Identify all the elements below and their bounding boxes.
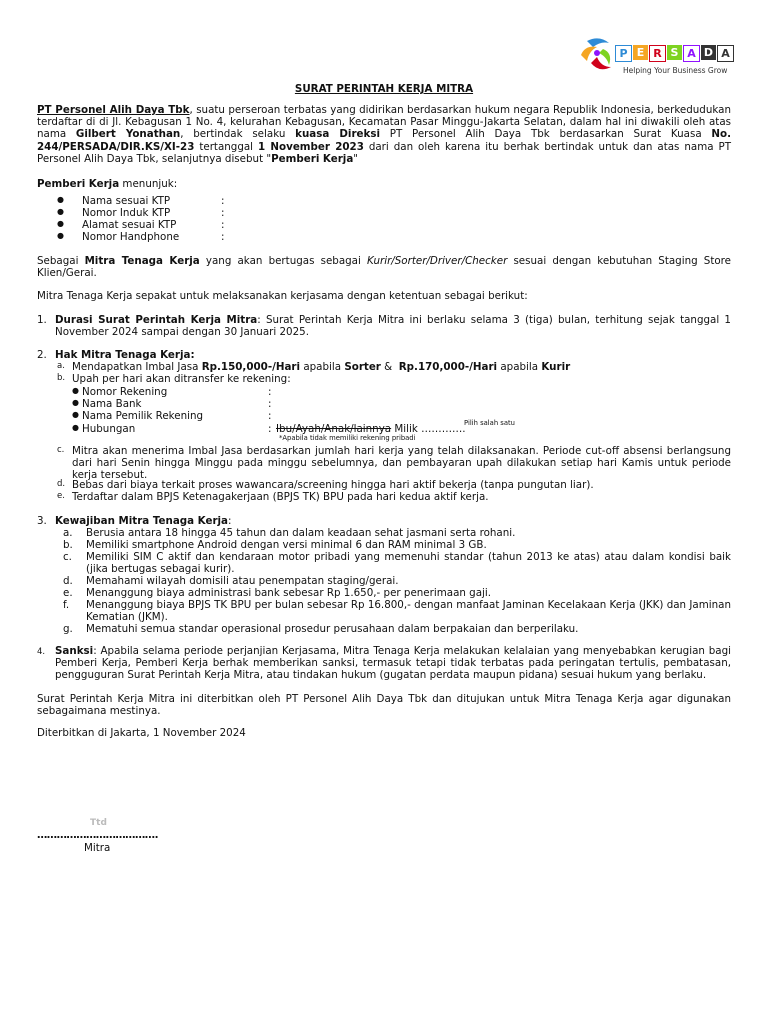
bank-label: Nama Pemilik Rekening xyxy=(82,410,204,422)
employer-alias: Pemberi Kerja xyxy=(271,152,354,165)
intro-text: tertanggal xyxy=(194,140,258,153)
logo-letter: D xyxy=(701,45,716,60)
partner-positions: Kurir/Sorter/Driver/Checker xyxy=(366,255,508,267)
issued-line: Diterbitkan di Jakarta, 1 November 2024 xyxy=(37,727,246,739)
obligation-item: Memahami wilayah domisili atau penempatan staging/gerai. xyxy=(86,575,399,587)
item-letter: a. xyxy=(63,527,73,539)
item-text: & xyxy=(380,361,399,373)
item-letter: c. xyxy=(63,551,72,563)
relation-owner: Milik …………. xyxy=(391,423,466,435)
bullet-icon: ● xyxy=(72,410,79,419)
section-title: Durasi Surat Perintah Kerja Mitra xyxy=(55,314,258,326)
item-letter: c. xyxy=(57,445,65,455)
item-letter: a. xyxy=(57,361,65,371)
identity-colon: : xyxy=(221,195,225,207)
section-title: Sanksi xyxy=(55,645,94,657)
no-account-note: *Apabila tidak memiliki rekening pribadi xyxy=(279,434,416,442)
bank-colon: : xyxy=(268,423,272,435)
sorter-role: Sorter xyxy=(344,361,381,373)
identity-colon: : xyxy=(221,207,225,219)
bullet-icon: ● xyxy=(57,195,64,204)
agreement-intro: Mitra Tenaga Kerja sepakat untuk melaksanakan kerjasama dengan ketentuan sebagai berikut: xyxy=(37,290,528,302)
obligation-item: Mematuhi semua standar operasional prosedur perusahaan dalam berpakaian dan berperilaku. xyxy=(86,623,579,635)
section-title: Hak Mitra Tenaga Kerja xyxy=(55,349,191,361)
section-title-colon: : xyxy=(190,349,195,361)
section-number: 1. xyxy=(37,314,47,326)
closing-paragraph: Surat Perintah Kerja Mitra ini diterbitkan oleh PT Personel Alih Daya Tbk dan ditujukan untuk Mitra Tenaga Kerja agar digunakan sebagaimana mestinya. xyxy=(37,693,731,718)
section-number: 2. xyxy=(37,349,47,361)
partner-text: sesuai dengan kebutuhan Staging Store Klien/Gerai. xyxy=(37,255,731,280)
intro-text: , suatu perseroan terbatas yang didirikan berdasarkan hukum negara Republik Indonesia, berkedudukan terdaftar di di Jl. Kebagusan 1 No. 4, kelurahan Kebagusan, Kecamatan Pasar Minggu-Jakarta Selatan, dalam hal ini diwakili oleh atas nama xyxy=(37,104,731,141)
obligation-item: Memiliki SIM C aktif dan kendaraan motor pribadi yang memenuhi standar (tahun 2013 ke atas) atau dalam kondisi baik (jika bertugas sebagai kurir). xyxy=(86,551,731,576)
authority-letter-date: 1 November 2023 xyxy=(258,140,364,153)
representative-name: Gilbert Yonathan xyxy=(75,128,181,141)
bank-label: Nama Bank xyxy=(82,398,142,410)
rights-item-c: Mitra akan menerima Imbal Jasa berdasarkan jumlah hari kerja yang telah dilaksanakan. Periode cut-off absensi berlangsung dari hari Senin hingga Minggu pada minggu sebelumnya, dan pembayaran upah dilakukan setiap hari Kamis untuk periode kerja tersebut. xyxy=(72,445,731,482)
obligation-item: Menanggung biaya administrasi bank sebesar Rp 1.650,- per penerimaan gaji. xyxy=(86,587,492,599)
star-swirl-icon xyxy=(579,33,619,77)
persada-logo xyxy=(579,33,735,81)
item-letter: f. xyxy=(63,599,70,611)
bank-colon: : xyxy=(268,398,272,410)
bullet-icon: ● xyxy=(72,398,79,407)
item-text: Mendapatkan Imbal Jasa xyxy=(72,361,202,373)
rights-item-a xyxy=(72,361,570,373)
intro-text: " xyxy=(353,152,359,165)
item-letter: d. xyxy=(57,479,66,489)
item-letter: e. xyxy=(57,491,65,501)
obligation-item: Menanggung biaya BPJS TK BPU per bulan sebesar Rp 16.800,- dengan manfaat Jaminan Kecelakaan Kerja (JKK) dan Jaminan Kematian (JKM). xyxy=(86,599,731,624)
section-obligations-title xyxy=(55,515,232,527)
section-rights-title xyxy=(55,349,195,361)
rights-item-d: Bebas dari biaya terkait proses wawancara/screening hingga hari aktif bekerja (tanpa pungutan liar). xyxy=(72,479,594,491)
item-text: apabila xyxy=(497,361,542,373)
logo-wordmark xyxy=(615,45,735,62)
partner-text: yang akan bertugas sebagai xyxy=(199,255,367,267)
identity-label: Nomor Induk KTP xyxy=(82,207,171,219)
partner-role-paragraph xyxy=(37,255,731,279)
identity-label: Nama sesuai KTP xyxy=(82,195,171,207)
logo-tagline: Helping Your Business Grow xyxy=(623,66,728,75)
logo-letter: A xyxy=(683,45,700,62)
bank-colon: : xyxy=(268,386,272,398)
item-letter: b. xyxy=(57,373,66,383)
section-text: : Apabila selama periode perjanjian Kerjasama, Mitra Tenaga Kerja melakukan kelalaian yang menyebabkan kerugian bagi Pemberi Kerja, Pemberi Kerja berhak memberikan sanksi, termasuk tetapi tidak terbatas pada peringatan tertulis, pembatasan, pengguguran Surat Perintah Kerja Mitra, atau tindakan hukum (gugatan perdata maupun pidana) sesuai hukum yang berlaku. xyxy=(55,645,731,682)
section-text: : Surat Perintah Kerja Mitra ini berlaku selama 3 (tiga) bulan, terhitung sejak tanggal 1 November 2024 sampai dengan 30 Januari 2025. xyxy=(55,314,731,339)
bullet-icon: ● xyxy=(57,231,64,240)
item-letter: d. xyxy=(63,575,73,587)
bank-label: Nomor Rekening xyxy=(82,386,168,398)
obligation-item: Memiliki smartphone Android dengan versi minimal 6 dan RAM minimal 3 GB. xyxy=(86,539,487,551)
appoint-text: menunjuk: xyxy=(119,178,178,190)
logo-letter: A xyxy=(717,45,734,62)
relation-options: Ibu/Ayah/Anak/lainnya xyxy=(276,423,392,435)
section-number: 4. xyxy=(37,647,46,657)
section-sanctions xyxy=(55,645,731,682)
appoint-bold: Pemberi Kerja xyxy=(37,178,120,190)
identity-colon: : xyxy=(221,219,225,231)
partner-bold: Mitra Tenaga Kerja xyxy=(84,255,200,267)
rights-item-e: Terdaftar dalam BPJS Ketenagakerjaan (BPJS TK) BPU pada hari kedua aktif kerja. xyxy=(72,491,489,503)
logo-letter: P xyxy=(615,45,632,62)
sorter-rate: Rp.150,000-/Hari xyxy=(201,361,301,373)
choose-one-note: Pilih salah satu xyxy=(464,419,515,427)
section-number: 3. xyxy=(37,515,47,527)
section-title: Kewajiban Mitra Tenaga Kerja xyxy=(55,515,229,527)
identity-label: Nomor Handphone xyxy=(82,231,180,243)
bank-colon: : xyxy=(268,410,272,422)
obligation-item: Berusia antara 18 hingga 45 tahun dan dalam keadaan sehat jasmani serta rohani. xyxy=(86,527,516,539)
rights-item-b: Upah per hari akan ditransfer ke rekening: xyxy=(72,373,291,385)
logo-letter: R xyxy=(649,45,666,62)
page-title: SURAT PERINTAH KERJA MITRA xyxy=(294,83,474,95)
item-text: apabila xyxy=(300,361,345,373)
bullet-icon: ● xyxy=(57,219,64,228)
bullet-icon: ● xyxy=(57,207,64,216)
intro-text: dari dan oleh karena itu berhak bertindak untuk dan atas nama PT Personel Alih Daya Tbk, selanjutnya disebut " xyxy=(37,140,731,165)
bullet-icon: ● xyxy=(72,386,79,395)
intro-text: , bertindak selaku xyxy=(180,128,296,141)
logo-letter: S xyxy=(667,45,682,60)
courier-role: Kurir xyxy=(541,361,571,373)
intro-paragraph xyxy=(37,104,731,165)
item-letter: g. xyxy=(63,623,73,635)
signature-role: Mitra xyxy=(84,842,111,854)
authority-letter-number: No. 244/PERSADA/DIR.KS/XI-23 xyxy=(37,128,731,153)
intro-text: PT Personel Alih Daya Tbk berdasarkan Surat Kuasa xyxy=(380,128,712,141)
identity-label: Alamat sesuai KTP xyxy=(82,219,177,231)
bullet-icon: ● xyxy=(72,423,79,432)
company-name: PT Personel Alih Daya Tbk xyxy=(37,104,190,116)
logo-letter: E xyxy=(633,45,648,60)
appoint-line xyxy=(37,178,177,190)
item-letter: e. xyxy=(63,587,73,599)
courier-rate: Rp.170,000-/Hari xyxy=(398,361,498,373)
partner-text: Sebagai xyxy=(37,255,85,267)
section-title-colon: : xyxy=(228,515,232,527)
section-duration xyxy=(55,314,731,338)
item-letter: b. xyxy=(63,539,73,551)
ttd-mark: Ttd xyxy=(90,818,107,828)
bank-label: Hubungan xyxy=(82,423,136,435)
representative-role: kuasa Direksi xyxy=(295,128,381,141)
signature-line: ………………………………. xyxy=(37,829,158,841)
identity-colon: : xyxy=(221,231,225,243)
